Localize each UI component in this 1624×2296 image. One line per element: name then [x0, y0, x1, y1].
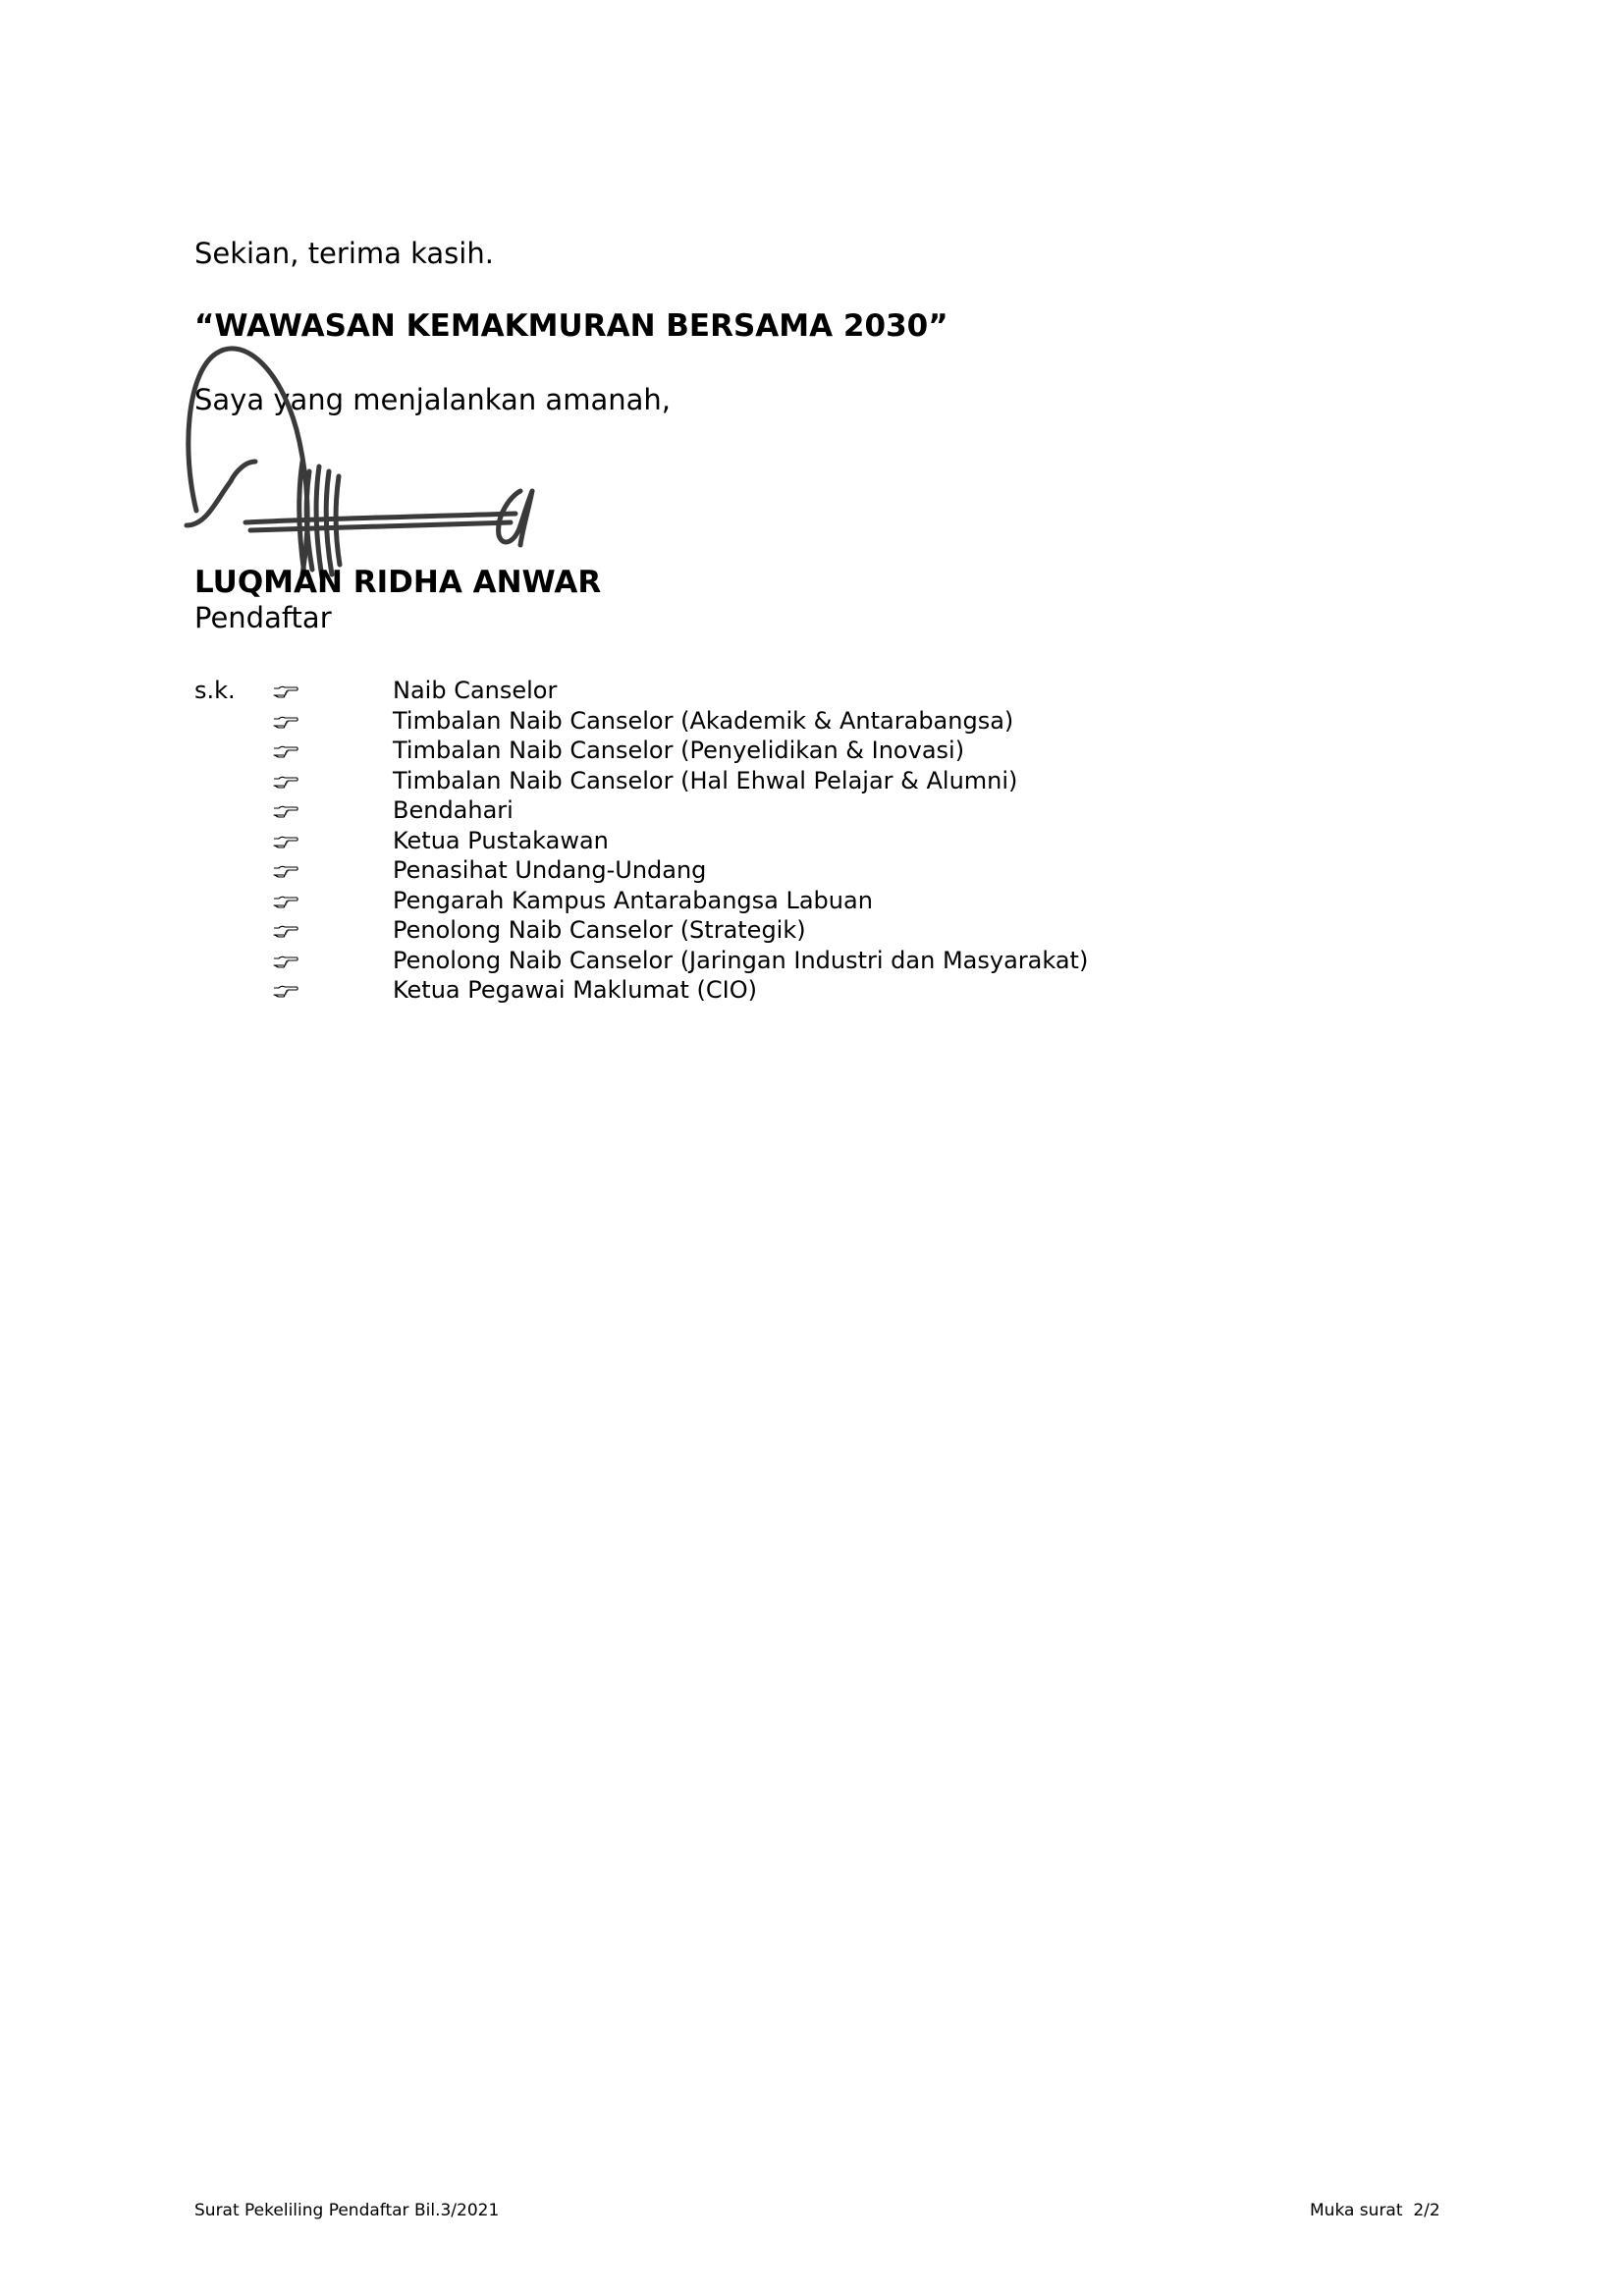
pointing-hand-icon — [273, 804, 298, 818]
copies-recipient-label: Bendahari — [393, 796, 514, 824]
pointing-hand-icon — [273, 864, 298, 878]
copies-recipient-label: Pengarah Kampus Antarabangsa Labuan — [393, 886, 873, 914]
pointing-hand-icon — [273, 744, 298, 758]
pointing-hand-icon — [273, 924, 298, 938]
pointing-hand-icon — [273, 715, 298, 729]
pointing-hand-icon — [273, 835, 298, 848]
pointing-hand-icon — [273, 984, 298, 998]
footer-document-reference: Surat Pekeliling Pendaftar Bil.3/2021 — [194, 2201, 500, 2220]
footer-page-number: Muka surat 2/2 — [1310, 2201, 1440, 2220]
copies-recipient-label: Timbalan Naib Canselor (Akademik & Antarabangsa) — [393, 706, 1014, 735]
trust-line: Saya yang menjalankan amanah, — [194, 383, 671, 416]
pointing-hand-icon — [273, 684, 298, 698]
pointing-hand-icon — [273, 895, 298, 908]
copies-recipient-label: Timbalan Naib Canselor (Hal Ehwal Pelajar & Alumni) — [393, 766, 1018, 794]
signer-title: Pendaftar — [194, 601, 332, 634]
signer-name: LUQMAN RIDHA ANWAR — [194, 565, 602, 600]
copies-recipient-label: Ketua Pegawai Maklumat (CIO) — [393, 976, 757, 1004]
copies-recipient-label: Penolong Naib Canselor (Strategik) — [393, 916, 806, 944]
copies-recipient-label: Penolong Naib Canselor (Jaringan Industri dan Masyarakat) — [393, 946, 1089, 974]
copies-recipient-label: Naib Canselor — [393, 677, 558, 704]
copies-recipient-label: Ketua Pustakawan — [393, 826, 609, 854]
closing-line: Sekian, terima kasih. — [194, 237, 494, 270]
copies-label: s.k. — [194, 677, 236, 704]
pointing-hand-icon — [273, 775, 298, 789]
pointing-hand-icon — [273, 955, 298, 968]
motto-line: “WAWASAN KEMAKMURAN BERSAMA 2030” — [194, 308, 948, 344]
copies-recipient-label: Timbalan Naib Canselor (Penyelidikan & Inovasi) — [393, 737, 965, 764]
copies-recipient-label: Penasihat Undang-Undang — [393, 856, 707, 884]
